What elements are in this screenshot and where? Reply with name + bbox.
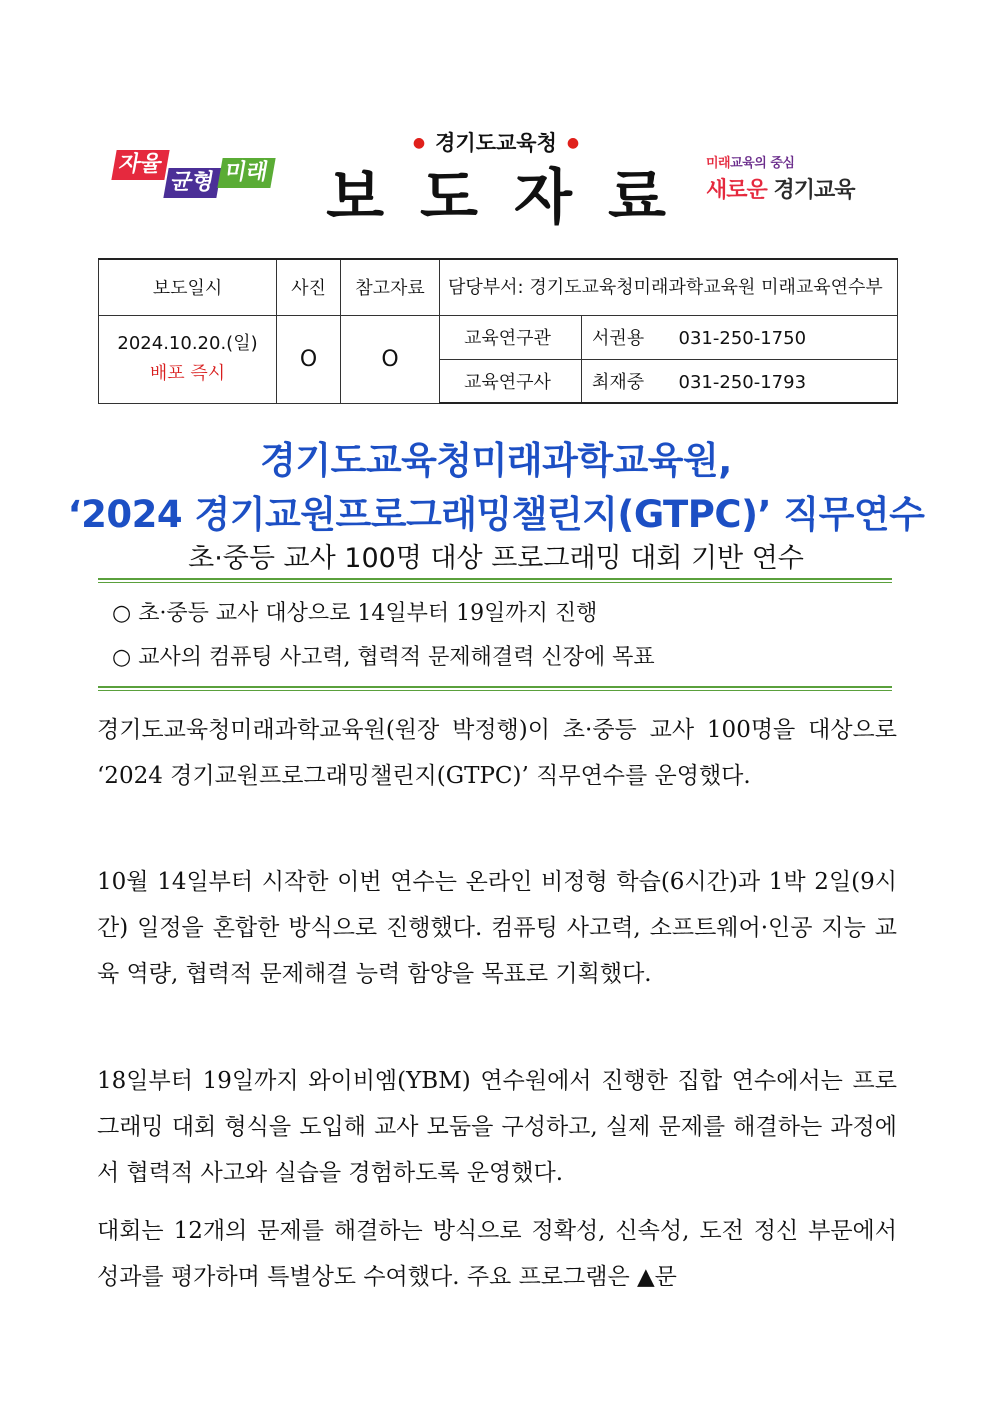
logo-main: 새로운 경기교육 <box>706 178 855 203</box>
department: 담당부서: 경기도교육청미래과학교육원 미래교육연수부 <box>440 259 898 315</box>
bullet-dot-icon: ● <box>412 135 426 151</box>
distribution-status: 배포 즉시 <box>149 363 226 384</box>
contact-name: 서권용 <box>592 328 645 349</box>
header-reference: 참고자료 <box>341 259 440 315</box>
contact-info <box>582 315 898 359</box>
photo-mark: O <box>277 315 341 403</box>
press-info-table <box>98 258 898 404</box>
release-date-value: 2024.10.20.(일) <box>117 333 258 354</box>
summary-bullets <box>112 597 655 685</box>
summary-bullet: ○ 교사의 컴퓨팅 사고력, 협력적 문제해결력 신장에 목표 <box>112 645 655 670</box>
contact-phone: 031-250-1793 <box>678 371 807 393</box>
logo-part-1: 자율 <box>111 150 169 180</box>
logo-part-3: 미래 <box>217 158 275 188</box>
divider-rule <box>98 578 892 583</box>
release-date <box>99 315 277 403</box>
header-photo: 사진 <box>277 259 341 315</box>
body-paragraph: 10월 14일부터 시작한 이번 연수는 온라인 비정형 학습(6시간)과 1박 2일(9시간) 일정을 혼합한 방식으로 진행했다. 컴퓨팅 사고력, 소프트웨어·인공 지능 교육 역량, 협력적 문제해결 능력 함양을 목표로 기획했다. <box>97 869 897 987</box>
body-paragraph: 18일부터 19일까지 와이비엠(YBM) 연수원에서 진행한 집합 연수에서는 프로그래밍 대회 형식을 도입해 교사 모둠을 구성하고, 실제 문제를 해결하는 과정에서 협력적 사고와 실습을 경험하도록 운영했다. <box>97 1068 897 1186</box>
reference-mark: O <box>341 315 440 403</box>
divider-rule <box>98 686 892 691</box>
contact-name: 최재중 <box>592 371 645 393</box>
gyeonggi-education-logo <box>706 152 886 203</box>
contact-info <box>582 359 898 403</box>
subheadline: 초·중등 교사 100명 대상 프로그래밍 대회 기반 연수 <box>188 543 804 574</box>
slogan-logo <box>110 150 285 202</box>
org-name: 경기도교육청 <box>435 131 557 155</box>
contact-role: 교육연구관 <box>440 315 582 359</box>
contact-role: 교육연구사 <box>440 359 582 403</box>
summary-bullet: ○ 초·중등 교사 대상으로 14일부터 19일까지 진행 <box>112 601 598 626</box>
header-date: 보도일시 <box>99 259 277 315</box>
logo-part-2: 균형 <box>163 168 221 198</box>
contact-phone: 031-250-1750 <box>678 328 807 349</box>
document-title: 보도자료 <box>326 163 702 233</box>
logo-tagline: 미래교육의 중심 <box>706 156 795 171</box>
body-paragraph: 대회는 12개의 문제를 해결하는 방식으로 정확성, 신속성, 도전 정신 부문에서 성과를 평가하며 특별상도 수여했다. 주요 프로그램은 ▲문 <box>97 1218 897 1290</box>
headline-line-2: ‘2024 경기교원프로그래밍챌린지(GTPC)’ 직무연수 <box>67 493 925 536</box>
body-paragraph: 경기도교육청미래과학교육원(원장 박정행)이 초·중등 교사 100명을 대상으로 ‘2024 경기교원프로그래밍챌린지(GTPC)’ 직무연수를 운영했다. <box>97 717 897 789</box>
bullet-dot-icon: ● <box>566 135 580 151</box>
headline-line-1: 경기도교육청미래과학교육원, <box>260 439 732 482</box>
